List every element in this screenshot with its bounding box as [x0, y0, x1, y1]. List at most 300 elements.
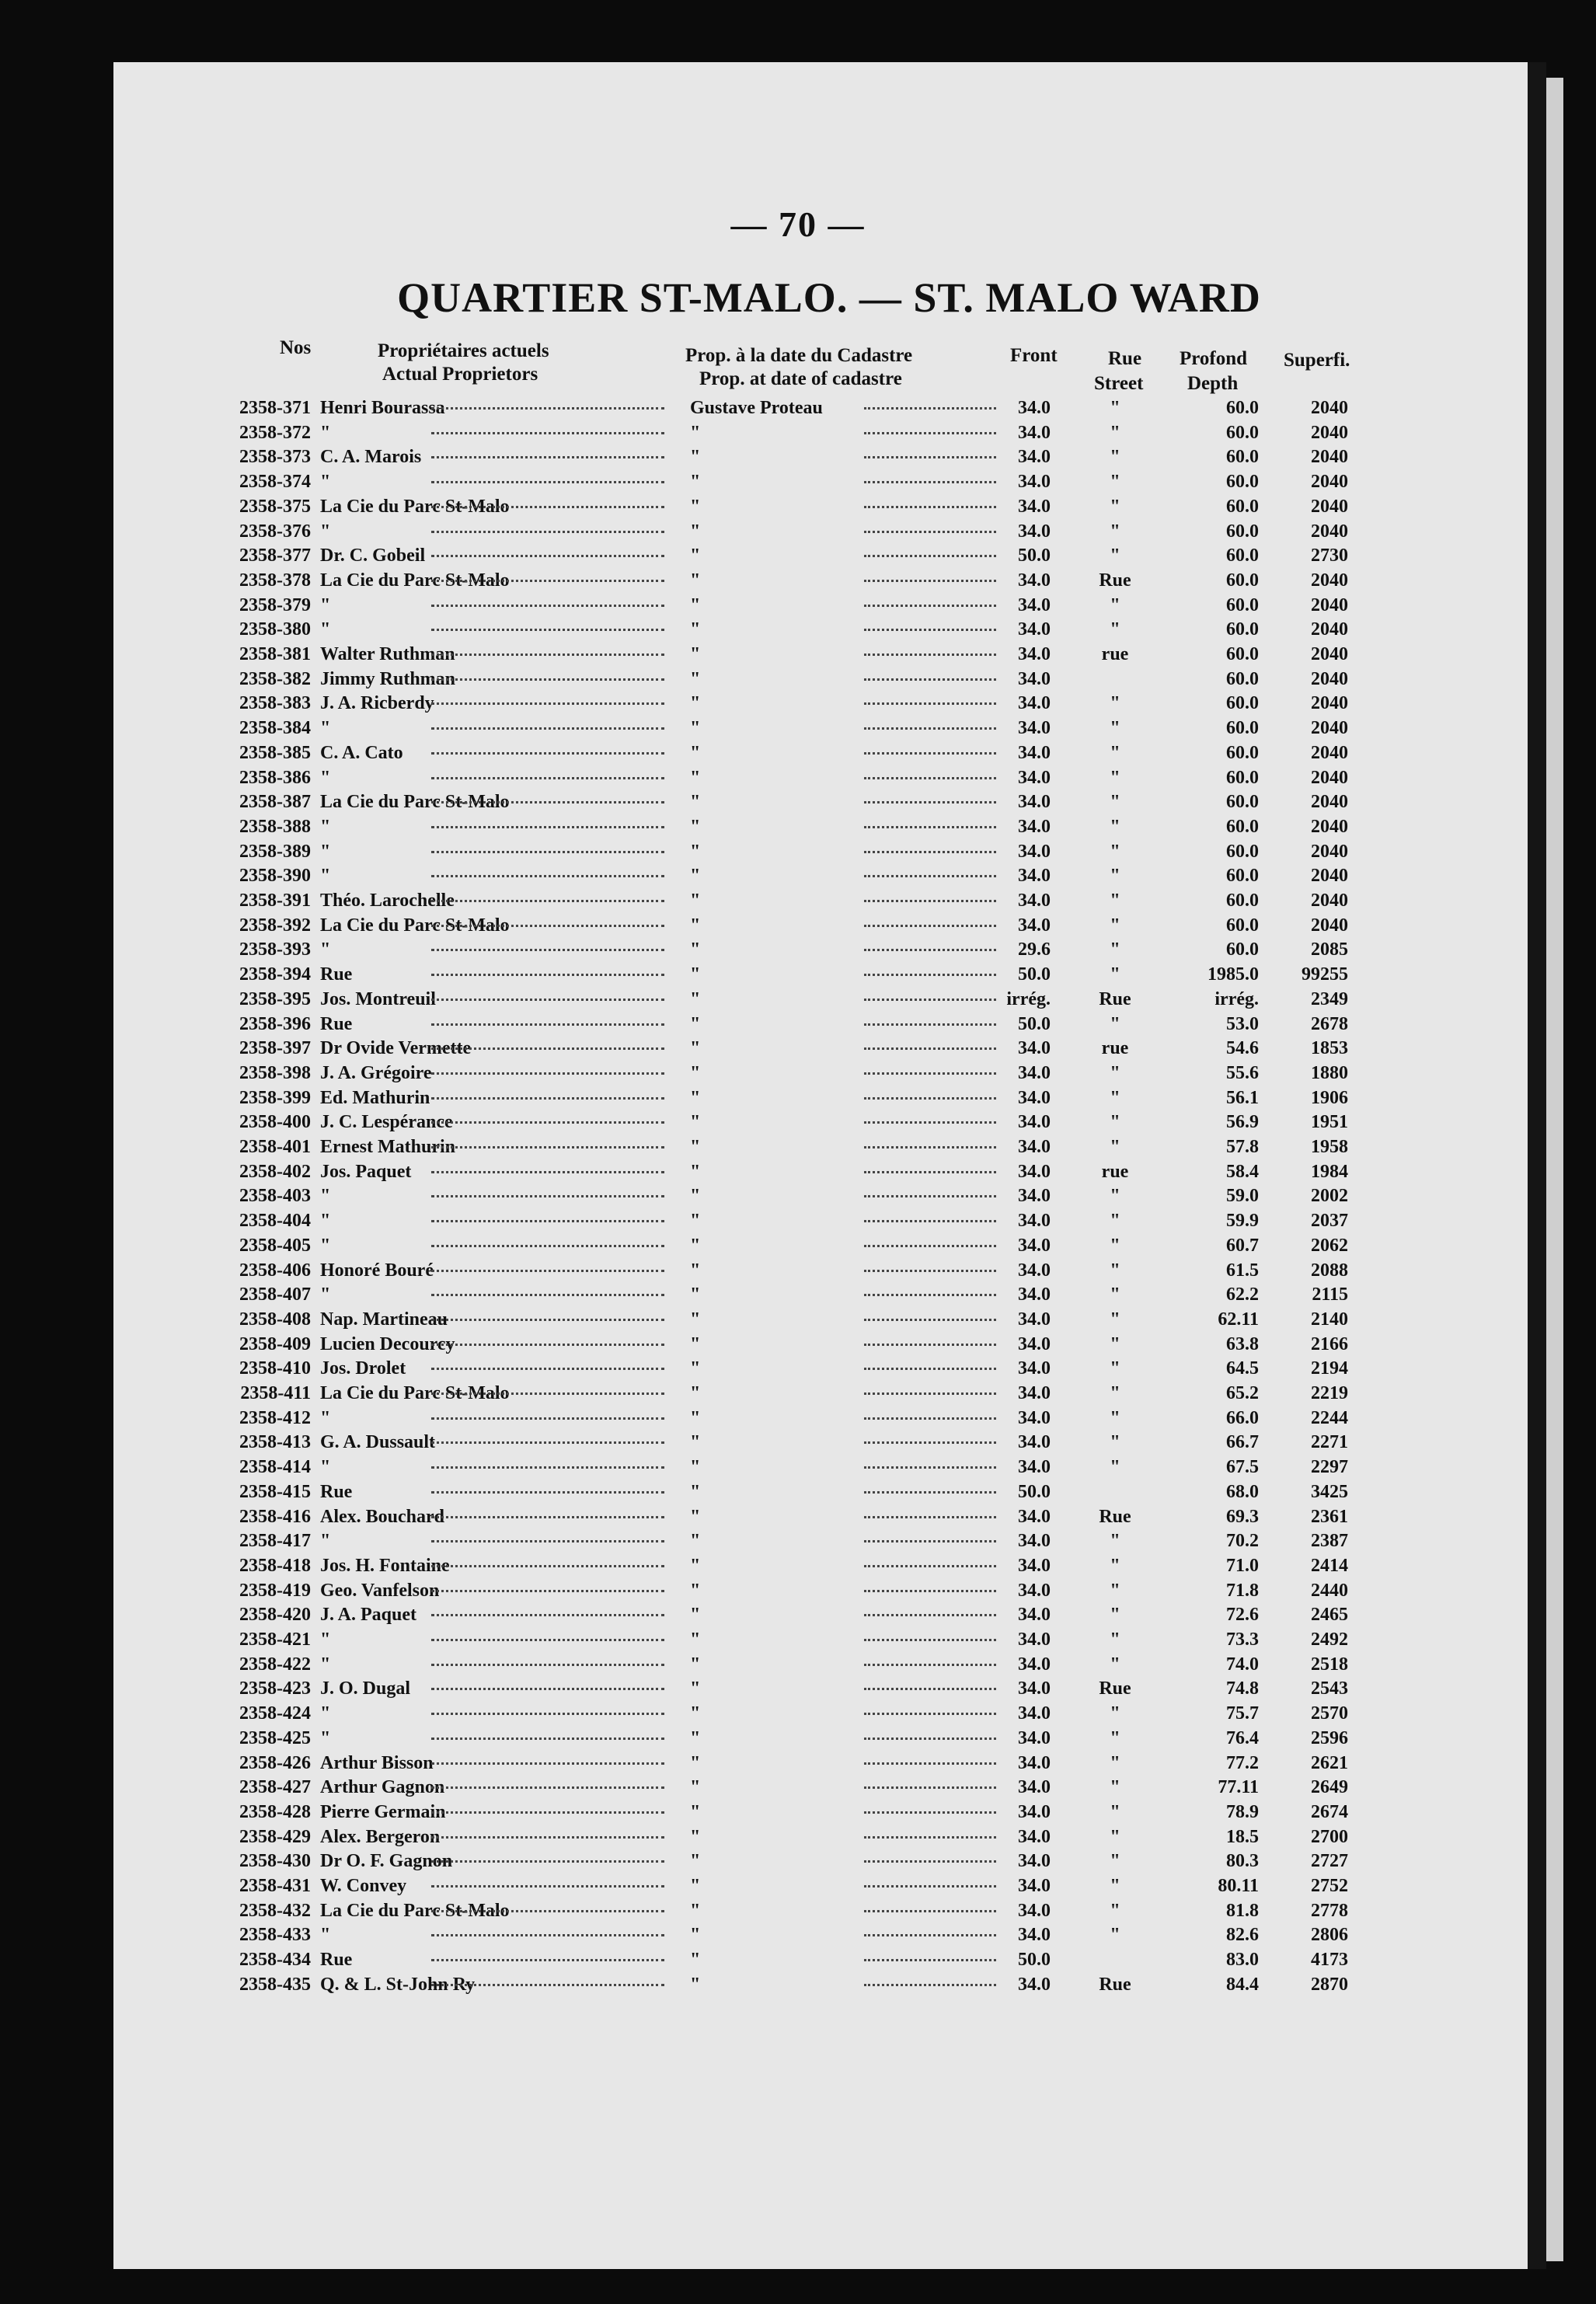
depth-value: 60.0: [1226, 398, 1259, 418]
front-value: 34.0: [1018, 1506, 1051, 1527]
street-value: ": [1110, 1260, 1120, 1281]
owner-name: ": [320, 816, 331, 837]
table-row: [0, 1110, 1596, 1134]
cadastre-proprietor: ": [690, 1407, 701, 1428]
owner-name: C. A. Cato: [320, 742, 403, 763]
street-value: ": [1110, 1407, 1120, 1428]
owner-name: ": [320, 619, 331, 640]
cadastre-proprietor: ": [690, 841, 701, 862]
cadastre-proprietor: ": [690, 1777, 701, 1798]
street-value: ": [1110, 718, 1120, 739]
table-row: [0, 1086, 1596, 1110]
depth-value: 60.0: [1226, 496, 1259, 517]
front-value: 34.0: [1018, 447, 1051, 468]
front-value: 50.0: [1018, 1013, 1051, 1034]
front-value: 34.0: [1018, 1038, 1051, 1059]
header-owners-en: Actual Proprietors: [382, 364, 538, 385]
table-row: [0, 716, 1596, 740]
cadastre-proprietor: ": [690, 1531, 701, 1552]
front-value: 34.0: [1018, 1309, 1051, 1330]
dot-leader: [864, 1664, 996, 1666]
lot-number: 2358-409: [239, 1333, 311, 1354]
lot-number: 2358-418: [239, 1555, 311, 1576]
dot-leader: [431, 1614, 664, 1616]
dot-leader: [431, 1639, 664, 1641]
table-row: [0, 421, 1596, 444]
table-row: [0, 692, 1596, 715]
area-value: 2649: [1311, 1777, 1348, 1798]
dot-leader: [431, 949, 664, 951]
table-row: [0, 1554, 1596, 1577]
cadastre-proprietor: ": [690, 619, 701, 640]
front-value: 34.0: [1018, 1555, 1051, 1576]
dot-leader: [431, 826, 664, 828]
street-value: ": [1110, 1555, 1120, 1576]
dot-leader: [431, 629, 664, 631]
lot-number: 2358-386: [239, 767, 311, 788]
dot-leader: [431, 875, 664, 877]
depth-value: 66.0: [1226, 1407, 1259, 1428]
table-row: [0, 1382, 1596, 1405]
lot-number: 2358-419: [239, 1580, 311, 1601]
area-value: 2040: [1311, 447, 1348, 468]
table-row: [0, 1308, 1596, 1331]
street-value: ": [1110, 496, 1120, 517]
street-value: ": [1110, 1654, 1120, 1675]
owner-name: Ed. Mathurin: [320, 1087, 430, 1108]
street-value: rue: [1101, 644, 1129, 664]
area-value: 2166: [1311, 1333, 1348, 1354]
dot-leader: [864, 1023, 996, 1026]
dot-leader: [431, 531, 664, 533]
street-value: ": [1110, 1752, 1120, 1773]
cadastre-proprietor: ": [690, 1876, 701, 1896]
dot-leader: [864, 1910, 996, 1912]
header-depth-fr: Profond: [1180, 348, 1248, 369]
depth-value: 73.3: [1226, 1630, 1259, 1650]
street-value: ": [1110, 1211, 1120, 1232]
cadastre-proprietor: ": [690, 964, 701, 985]
header-owners-fr: Propriétaires actuels: [378, 340, 549, 361]
depth-value: 76.4: [1226, 1727, 1259, 1748]
table-row: [0, 766, 1596, 789]
cadastre-proprietor: ": [690, 891, 701, 911]
lot-number: 2358-387: [239, 792, 311, 813]
dot-leader: [431, 1023, 664, 1026]
cadastre-proprietor: Gustave Proteau: [690, 398, 823, 418]
owner-name: ": [320, 1457, 331, 1478]
dot-leader: [431, 727, 664, 730]
front-value: 34.0: [1018, 891, 1051, 911]
cadastre-proprietor: ": [690, 767, 701, 788]
owner-name: Arthur Bisson: [320, 1752, 434, 1773]
depth-value: 1985.0: [1207, 964, 1259, 985]
table-row: [0, 1480, 1596, 1504]
lot-number: 2358-412: [239, 1407, 311, 1428]
lot-number: 2358-426: [239, 1752, 311, 1773]
dot-leader: [431, 407, 664, 410]
dot-leader: [431, 678, 664, 681]
front-value: 34.0: [1018, 619, 1051, 640]
lot-number: 2358-374: [239, 472, 311, 493]
front-value: 34.0: [1018, 693, 1051, 714]
front-value: 34.0: [1018, 1531, 1051, 1552]
street-value: ": [1110, 1457, 1120, 1478]
area-value: 3425: [1311, 1481, 1348, 1502]
dot-leader: [431, 1344, 664, 1346]
cadastre-proprietor: ": [690, 644, 701, 664]
front-value: 34.0: [1018, 668, 1051, 689]
dot-leader: [431, 1047, 664, 1050]
dot-leader: [431, 1245, 664, 1247]
lot-number: 2358-380: [239, 619, 311, 640]
dot-leader: [864, 1836, 996, 1839]
depth-value: 60.0: [1226, 792, 1259, 813]
owner-name: ": [320, 841, 331, 862]
depth-value: 62.11: [1218, 1309, 1259, 1330]
owner-name: Pierre Germain: [320, 1801, 446, 1822]
lot-number: 2358-410: [239, 1358, 311, 1379]
header-prop-fr: Prop. à la date du Cadastre: [685, 345, 913, 366]
dot-leader: [864, 702, 996, 705]
cadastre-proprietor: ": [690, 1580, 701, 1601]
street-value: ": [1110, 1087, 1120, 1108]
owner-name: La Cie du Parc St-Malo: [320, 496, 510, 517]
lot-number: 2358-376: [239, 521, 311, 542]
dot-leader: [864, 555, 996, 557]
front-value: 50.0: [1018, 1481, 1051, 1502]
front-value: 34.0: [1018, 1112, 1051, 1133]
lot-number: 2358-408: [239, 1309, 311, 1330]
depth-value: 60.0: [1226, 939, 1259, 960]
front-value: 34.0: [1018, 1186, 1051, 1207]
area-value: 2543: [1311, 1678, 1348, 1699]
dot-leader: [864, 1417, 996, 1420]
street-value: ": [1110, 447, 1120, 468]
area-value: 1906: [1311, 1087, 1348, 1108]
front-value: 34.0: [1018, 1062, 1051, 1083]
area-value: 2040: [1311, 668, 1348, 689]
dot-leader: [431, 777, 664, 779]
header-street-fr: Rue: [1108, 348, 1142, 369]
depth-value: 60.0: [1226, 742, 1259, 763]
dot-leader: [864, 1294, 996, 1296]
street-value: Rue: [1099, 1506, 1131, 1527]
cadastre-proprietor: ": [690, 1481, 701, 1502]
front-value: 34.0: [1018, 1900, 1051, 1921]
area-value: 2194: [1311, 1358, 1348, 1379]
table-row: [0, 1800, 1596, 1824]
area-value: 2465: [1311, 1605, 1348, 1626]
area-value: 2752: [1311, 1876, 1348, 1896]
depth-value: 60.0: [1226, 570, 1259, 591]
lot-number: 2358-390: [239, 866, 311, 887]
owner-name: ": [320, 939, 331, 960]
street-value: ": [1110, 1013, 1120, 1034]
front-value: 34.0: [1018, 1826, 1051, 1847]
dot-leader: [431, 1959, 664, 1961]
lot-number: 2358-381: [239, 644, 311, 664]
street-value: ": [1110, 1727, 1120, 1748]
dot-leader: [431, 974, 664, 976]
owner-name: Jos. H. Fontaine: [320, 1555, 450, 1576]
owner-name: Arthur Gagnon: [320, 1777, 445, 1798]
dot-leader: [864, 727, 996, 730]
front-value: 34.0: [1018, 422, 1051, 443]
header-prop-en: Prop. at date of cadastre: [699, 368, 902, 389]
front-value: 34.0: [1018, 792, 1051, 813]
table-row: [0, 815, 1596, 838]
lot-number: 2358-430: [239, 1851, 311, 1872]
depth-value: 56.9: [1226, 1112, 1259, 1133]
dot-leader: [431, 900, 664, 902]
cadastre-proprietor: ": [690, 1801, 701, 1822]
owner-name: Théo. Larochelle: [320, 891, 455, 911]
dot-leader: [431, 1836, 664, 1839]
dot-leader: [864, 654, 996, 656]
depth-value: 78.9: [1226, 1801, 1259, 1822]
street-value: ": [1110, 1925, 1120, 1946]
front-value: 50.0: [1018, 1950, 1051, 1971]
cadastre-proprietor: ": [690, 1309, 701, 1330]
dot-leader: [864, 1639, 996, 1641]
front-value: 34.0: [1018, 1211, 1051, 1232]
cadastre-proprietor: ": [690, 472, 701, 493]
cadastre-proprietor: ": [690, 1432, 701, 1453]
owner-name: J. O. Dugal: [320, 1678, 411, 1699]
front-value: 34.0: [1018, 1383, 1051, 1403]
dot-leader: [431, 1860, 664, 1863]
owner-name: Rue: [320, 964, 353, 985]
cadastre-proprietor: ": [690, 1826, 701, 1847]
area-value: 2040: [1311, 718, 1348, 739]
depth-value: 53.0: [1226, 1013, 1259, 1034]
lot-number: 2358-384: [239, 718, 311, 739]
table-row: [0, 1455, 1596, 1479]
front-value: 34.0: [1018, 1801, 1051, 1822]
street-value: ": [1110, 1358, 1120, 1379]
lot-number: 2358-403: [239, 1186, 311, 1207]
front-value: 34.0: [1018, 1284, 1051, 1305]
dot-leader: [431, 1516, 664, 1518]
front-value: 34.0: [1018, 1654, 1051, 1675]
cadastre-proprietor: ": [690, 422, 701, 443]
lot-number: 2358-392: [239, 915, 311, 936]
street-value: ": [1110, 1235, 1120, 1256]
dot-leader: [864, 801, 996, 803]
dot-leader: [864, 456, 996, 458]
lot-number: 2358-413: [239, 1432, 311, 1453]
lot-number: 2358-382: [239, 668, 311, 689]
cadastre-proprietor: ": [690, 521, 701, 542]
dot-leader: [864, 1072, 996, 1075]
street-value: ": [1110, 792, 1120, 813]
owner-name: La Cie du Parc St-Malo: [320, 792, 510, 813]
dot-leader: [864, 1934, 996, 1936]
dot-leader: [431, 1786, 664, 1789]
street-value: ": [1110, 594, 1120, 615]
dot-leader: [864, 580, 996, 582]
depth-value: 74.8: [1226, 1678, 1259, 1699]
cadastre-proprietor: ": [690, 668, 701, 689]
owner-name: Jos. Montreuil: [320, 988, 436, 1009]
street-value: ": [1110, 841, 1120, 862]
owner-name: ": [320, 1703, 331, 1724]
dot-leader: [864, 974, 996, 976]
table-row: [0, 1406, 1596, 1430]
lot-number: 2358-377: [239, 546, 311, 566]
depth-value: 71.0: [1226, 1555, 1259, 1576]
dot-leader: [431, 1491, 664, 1494]
lot-number: 2358-432: [239, 1900, 311, 1921]
dot-leader: [431, 999, 664, 1001]
street-value: ": [1110, 1851, 1120, 1872]
area-value: 2040: [1311, 619, 1348, 640]
table-row: [0, 790, 1596, 814]
owner-name: Honoré Bouré: [320, 1260, 434, 1281]
area-value: 2040: [1311, 841, 1348, 862]
table-row: [0, 1184, 1596, 1208]
area-value: 2040: [1311, 570, 1348, 591]
table-row: [0, 963, 1596, 986]
header-area: Superfi.: [1284, 350, 1350, 371]
depth-value: 77.2: [1226, 1752, 1259, 1773]
owner-name: Rue: [320, 1013, 353, 1034]
cadastre-proprietor: ": [690, 1925, 701, 1946]
dot-leader: [431, 605, 664, 607]
lot-number: 2358-428: [239, 1801, 311, 1822]
dot-leader: [431, 1270, 664, 1272]
front-value: 34.0: [1018, 594, 1051, 615]
depth-value: 57.8: [1226, 1137, 1259, 1157]
lot-number: 2358-373: [239, 447, 311, 468]
street-value: ": [1110, 1580, 1120, 1601]
lot-number: 2358-414: [239, 1457, 311, 1478]
area-value: 2037: [1311, 1211, 1348, 1232]
owner-name: J. C. Lespérance: [320, 1112, 453, 1133]
dot-leader: [864, 1195, 996, 1197]
lot-number: 2358-396: [239, 1013, 311, 1034]
depth-value: 83.0: [1226, 1950, 1259, 1971]
front-value: 34.0: [1018, 1137, 1051, 1157]
cadastre-proprietor: ": [690, 1752, 701, 1773]
owner-name: ": [320, 1925, 331, 1946]
depth-value: 58.4: [1226, 1161, 1259, 1182]
dot-leader: [431, 456, 664, 458]
owner-name: Jos. Paquet: [320, 1161, 412, 1182]
header-nos: Nos: [280, 337, 312, 358]
area-value: 2040: [1311, 472, 1348, 493]
dot-leader: [431, 506, 664, 508]
dot-leader: [431, 1984, 664, 1986]
table-row: [0, 643, 1596, 666]
lot-number: 2358-420: [239, 1605, 311, 1626]
front-value: 34.0: [1018, 816, 1051, 837]
area-value: 2244: [1311, 1407, 1348, 1428]
owner-name: Ernest Mathurin: [320, 1137, 455, 1157]
area-value: 2361: [1311, 1506, 1348, 1527]
owner-name: Henri Bourassa: [320, 398, 445, 418]
cadastre-proprietor: ": [690, 1630, 701, 1650]
area-value: 2040: [1311, 767, 1348, 788]
front-value: 34.0: [1018, 521, 1051, 542]
dot-leader: [864, 1811, 996, 1814]
table-row: [0, 1234, 1596, 1257]
owner-name: ": [320, 1407, 331, 1428]
dot-leader: [864, 678, 996, 681]
owner-name: J. A. Ricberdy: [320, 693, 434, 714]
area-value: 2678: [1311, 1013, 1348, 1034]
street-value: ": [1110, 1630, 1120, 1650]
depth-value: 84.4: [1226, 1974, 1259, 1995]
table-row: [0, 594, 1596, 617]
dot-leader: [864, 1516, 996, 1518]
table-row: [0, 667, 1596, 691]
front-value: 34.0: [1018, 398, 1051, 418]
street-value: Rue: [1099, 570, 1131, 591]
owner-name: ": [320, 521, 331, 542]
cadastre-proprietor: ": [690, 1358, 701, 1379]
front-value: 34.0: [1018, 1580, 1051, 1601]
dot-leader: [864, 1860, 996, 1863]
cadastre-proprietor: ": [690, 1605, 701, 1626]
depth-value: 60.0: [1226, 915, 1259, 936]
cadastre-proprietor: ": [690, 1506, 701, 1527]
area-value: 2387: [1311, 1531, 1348, 1552]
dot-leader: [864, 1441, 996, 1444]
area-value: 1853: [1311, 1038, 1348, 1059]
owner-name: Nap. Martineau: [320, 1309, 448, 1330]
street-value: ": [1110, 1309, 1120, 1330]
area-value: 2596: [1311, 1727, 1348, 1748]
front-value: 34.0: [1018, 496, 1051, 517]
cadastre-proprietor: ": [690, 546, 701, 566]
depth-value: 70.2: [1226, 1531, 1259, 1552]
front-value: 34.0: [1018, 1851, 1051, 1872]
cadastre-proprietor: ": [690, 1038, 701, 1059]
area-value: 99255: [1302, 964, 1348, 985]
dot-leader: [431, 1885, 664, 1887]
cadastre-proprietor: ": [690, 1851, 701, 1872]
area-value: 2115: [1312, 1284, 1348, 1305]
dot-leader: [431, 1664, 664, 1666]
lot-number: 2358-379: [239, 594, 311, 615]
cadastre-proprietor: ": [690, 1555, 701, 1576]
front-value: 34.0: [1018, 1260, 1051, 1281]
area-value: 2140: [1311, 1309, 1348, 1330]
dot-leader: [864, 1984, 996, 1986]
lot-number: 2358-417: [239, 1531, 311, 1552]
street-value: Rue: [1099, 1678, 1131, 1699]
depth-value: 60.0: [1226, 693, 1259, 714]
owner-name: La Cie du Parc St-Malo: [320, 915, 510, 936]
table-row: [0, 1061, 1596, 1085]
cadastre-proprietor: ": [690, 1703, 701, 1724]
area-value: 2271: [1311, 1432, 1348, 1453]
table-row: [0, 1628, 1596, 1651]
street-value: ": [1110, 866, 1120, 887]
area-value: 2414: [1311, 1555, 1348, 1576]
cadastre-proprietor: ": [690, 816, 701, 837]
table-row: [0, 1283, 1596, 1306]
dot-leader: [864, 777, 996, 779]
street-value: ": [1110, 915, 1120, 936]
depth-value: 60.0: [1226, 668, 1259, 689]
dot-leader: [431, 1393, 664, 1395]
lot-number: 2358-391: [239, 891, 311, 911]
cadastre-proprietor: ": [690, 792, 701, 813]
table-row: [0, 445, 1596, 469]
